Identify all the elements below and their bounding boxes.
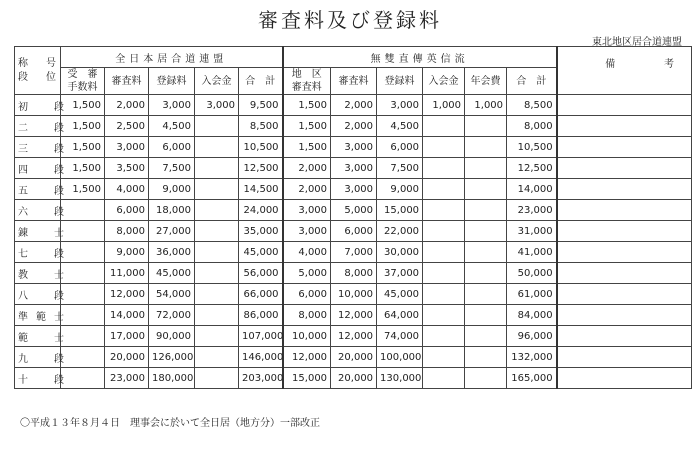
g1-fee-cell: 1,500 (61, 95, 105, 116)
g1-fee-cell: 27,000 (149, 221, 195, 242)
g2-fee-cell (423, 368, 465, 389)
g1-fee-cell: 24,000 (239, 200, 283, 221)
g2-fee-cell: 96,000 (507, 326, 557, 347)
g1-fee-cell: 4,000 (105, 179, 149, 200)
g1-fee-cell: 45,000 (149, 263, 195, 284)
g2-fee-cell: 6,000 (283, 284, 331, 305)
g2-fee-cell (465, 116, 507, 137)
g2-fee-cell (423, 179, 465, 200)
g2-fee-cell: 8,500 (507, 95, 557, 116)
g2-col-header: 登録料 (377, 68, 423, 95)
remarks-cell (557, 242, 692, 263)
g1-fee-cell (195, 221, 239, 242)
rank-cell: 範 士 (15, 326, 61, 347)
g2-fee-cell: 1,000 (465, 95, 507, 116)
g2-fee-cell: 3,000 (331, 179, 377, 200)
g1-fee-cell: 107,000 (239, 326, 283, 347)
rank-cell: 準範士 (15, 305, 61, 326)
remarks-a: 備 (605, 59, 620, 70)
g1-fee-cell: 54,000 (149, 284, 195, 305)
table-row (15, 263, 692, 284)
g1-fee-cell: 12,000 (105, 284, 149, 305)
g1-fee-cell: 1,500 (61, 137, 105, 158)
remarks-cell (557, 179, 692, 200)
g1-fee-cell: 9,000 (105, 242, 149, 263)
g2-fee-cell: 6,000 (331, 221, 377, 242)
g2-col-header: 合 計 (507, 68, 557, 95)
g2-fee-cell: 12,500 (507, 158, 557, 179)
rank-cell: 三 段 (15, 137, 61, 158)
remarks-cell (557, 137, 692, 158)
g2-fee-cell: 31,000 (507, 221, 557, 242)
g1-fee-cell (195, 158, 239, 179)
document-title: 審査料及び登録料 (258, 8, 442, 32)
g2-fee-cell: 1,500 (283, 137, 331, 158)
remarks-cell (557, 368, 692, 389)
table-row (15, 200, 692, 221)
g1-fee-cell (195, 347, 239, 368)
g1-fee-cell (195, 179, 239, 200)
table-row (15, 116, 692, 137)
group2-header: 無雙直傳英信流 (283, 47, 557, 68)
g2-fee-cell: 74,000 (377, 326, 423, 347)
g2-fee-cell: 3,000 (331, 158, 377, 179)
table-row (15, 137, 692, 158)
g2-fee-cell (423, 221, 465, 242)
g2-fee-cell: 3,000 (331, 137, 377, 158)
remarks-cell (557, 158, 692, 179)
g2-fee-cell (423, 242, 465, 263)
g2-col-header: 年会費 (465, 68, 507, 95)
g2-col-header: 審査料 (331, 68, 377, 95)
g2-fee-cell: 20,000 (331, 347, 377, 368)
g1-fee-cell: 12,500 (239, 158, 283, 179)
g1-col-header: 合 計 (239, 68, 283, 95)
g2-fee-cell: 6,000 (377, 137, 423, 158)
g1-fee-cell (195, 200, 239, 221)
g1-fee-cell: 36,000 (149, 242, 195, 263)
g1-fee-cell: 17,000 (105, 326, 149, 347)
remarks-cell (557, 116, 692, 137)
g2-fee-cell: 7,500 (377, 158, 423, 179)
table-row (15, 347, 692, 368)
g1-fee-cell: 6,000 (105, 200, 149, 221)
g2-fee-cell: 7,000 (331, 242, 377, 263)
g2-fee-cell: 61,000 (507, 284, 557, 305)
g2-fee-cell: 4,000 (283, 242, 331, 263)
g1-fee-cell: 14,500 (239, 179, 283, 200)
g1-fee-cell: 8,000 (105, 221, 149, 242)
g1-fee-cell: 20,000 (105, 347, 149, 368)
g2-fee-cell: 30,000 (377, 242, 423, 263)
g2-fee-cell: 41,000 (507, 242, 557, 263)
g1-fee-cell: 2,500 (105, 116, 149, 137)
g2-fee-cell (423, 347, 465, 368)
g2-fee-cell: 15,000 (283, 368, 331, 389)
g2-fee-cell: 23,000 (507, 200, 557, 221)
g2-fee-cell: 3,000 (283, 221, 331, 242)
g1-col-header: 入会金 (195, 68, 239, 95)
g2-fee-cell: 10,000 (283, 326, 331, 347)
g2-fee-cell: 5,000 (283, 263, 331, 284)
g2-fee-cell (465, 347, 507, 368)
rank-cell: 錬 士 (15, 221, 61, 242)
g2-fee-cell (423, 305, 465, 326)
g1-fee-cell: 35,000 (239, 221, 283, 242)
g2-fee-cell (423, 158, 465, 179)
g2-fee-cell (465, 242, 507, 263)
remarks-cell (557, 326, 692, 347)
g2-fee-cell (423, 263, 465, 284)
rank-cell: 六 段 (15, 200, 61, 221)
remarks-cell (557, 305, 692, 326)
rank-cell: 八 段 (15, 284, 61, 305)
g2-fee-cell: 10,000 (331, 284, 377, 305)
g1-fee-cell: 90,000 (149, 326, 195, 347)
g1-fee-cell: 86,000 (239, 305, 283, 326)
g2-fee-cell (465, 200, 507, 221)
g1-fee-cell: 56,000 (239, 263, 283, 284)
rank-cell: 初 段 (15, 95, 61, 116)
g2-fee-cell (465, 179, 507, 200)
remarks-cell (557, 347, 692, 368)
rank-cell: 教 士 (15, 263, 61, 284)
g2-fee-cell: 1,500 (283, 95, 331, 116)
g1-fee-cell: 14,000 (105, 305, 149, 326)
g1-fee-cell: 3,000 (195, 95, 239, 116)
g2-fee-cell (465, 263, 507, 284)
g2-fee-cell: 45,000 (377, 284, 423, 305)
g2-col-header: 地 区 審査料 (283, 68, 331, 95)
g2-fee-cell: 20,000 (331, 368, 377, 389)
g1-col-header: 審査料 (105, 68, 149, 95)
g1-fee-cell (195, 326, 239, 347)
g2-fee-cell (423, 326, 465, 347)
g1-fee-cell: 1,500 (61, 116, 105, 137)
table-row (15, 284, 692, 305)
g2-fee-cell: 9,000 (377, 179, 423, 200)
g2-fee-cell: 132,000 (507, 347, 557, 368)
remarks-cell (557, 95, 692, 116)
g2-fee-cell: 1,500 (283, 116, 331, 137)
g2-fee-cell: 2,000 (331, 116, 377, 137)
g2-fee-cell: 100,000 (377, 347, 423, 368)
g1-fee-cell (195, 116, 239, 137)
g2-fee-cell: 2,000 (283, 179, 331, 200)
table-row (15, 221, 692, 242)
g2-col-header: 入会金 (423, 68, 465, 95)
g2-fee-cell (423, 284, 465, 305)
rank-header-bottom: 段 位 (18, 71, 60, 83)
g1-fee-cell: 23,000 (105, 368, 149, 389)
rank-cell: 五 段 (15, 179, 61, 200)
table-row (15, 179, 692, 200)
g2-fee-cell: 165,000 (507, 368, 557, 389)
g2-fee-cell (465, 137, 507, 158)
g2-fee-cell: 12,000 (283, 347, 331, 368)
table-row (15, 242, 692, 263)
g1-fee-cell (195, 263, 239, 284)
g2-fee-cell (465, 326, 507, 347)
remarks-cell (557, 284, 692, 305)
g1-fee-cell: 9,000 (149, 179, 195, 200)
g1-fee-cell: 9,500 (239, 95, 283, 116)
g2-fee-cell: 2,000 (283, 158, 331, 179)
g1-fee-cell: 45,000 (239, 242, 283, 263)
g1-fee-cell (195, 137, 239, 158)
g2-fee-cell: 50,000 (507, 263, 557, 284)
g2-fee-cell: 3,000 (377, 95, 423, 116)
g2-fee-cell: 2,000 (331, 95, 377, 116)
remarks-cell (557, 200, 692, 221)
g1-fee-cell: 3,000 (105, 137, 149, 158)
g2-fee-cell: 8,000 (331, 263, 377, 284)
remarks-cell (557, 221, 692, 242)
g2-fee-cell (465, 221, 507, 242)
g1-fee-cell (195, 242, 239, 263)
organization-name: 東北地区居合道連盟 (592, 37, 682, 48)
g1-fee-cell: 3,000 (149, 95, 195, 116)
fee-table (14, 46, 692, 389)
rank-cell: 七 段 (15, 242, 61, 263)
rank-cell: 九 段 (15, 347, 61, 368)
table-row (15, 95, 692, 116)
g1-fee-cell (195, 305, 239, 326)
rank-cell: 二 段 (15, 116, 61, 137)
g2-fee-cell: 10,500 (507, 137, 557, 158)
table-row (15, 305, 692, 326)
g2-fee-cell: 12,000 (331, 305, 377, 326)
g2-fee-cell (465, 368, 507, 389)
g2-fee-cell: 5,000 (331, 200, 377, 221)
remarks-b: 考 (664, 59, 678, 70)
g2-fee-cell (465, 305, 507, 326)
g2-fee-cell: 130,000 (377, 368, 423, 389)
g2-fee-cell: 3,000 (283, 200, 331, 221)
g1-fee-cell: 2,000 (105, 95, 149, 116)
g2-fee-cell: 8,000 (283, 305, 331, 326)
g1-fee-cell: 7,500 (149, 158, 195, 179)
g1-fee-cell: 1,500 (61, 158, 105, 179)
g2-fee-cell: 4,500 (377, 116, 423, 137)
rank-cell: 十 段 (15, 368, 61, 389)
g1-fee-cell (195, 284, 239, 305)
g2-fee-cell (423, 116, 465, 137)
g2-fee-cell: 22,000 (377, 221, 423, 242)
rank-header-top: 称 号 (18, 57, 60, 69)
g1-fee-cell: 4,500 (149, 116, 195, 137)
table-row (15, 326, 692, 347)
g1-fee-cell: 66,000 (239, 284, 283, 305)
footnote: 〇平成１３年８月４日 理事会に於いて全日居（地方分）一部改正 (20, 418, 320, 429)
g2-fee-cell: 12,000 (331, 326, 377, 347)
g2-fee-cell: 14,000 (507, 179, 557, 200)
g2-fee-cell (423, 200, 465, 221)
g2-fee-cell: 8,000 (507, 116, 557, 137)
g2-fee-cell (423, 137, 465, 158)
g1-fee-cell: 18,000 (149, 200, 195, 221)
g1-fee-cell: 11,000 (105, 263, 149, 284)
g2-fee-cell: 37,000 (377, 263, 423, 284)
g2-fee-cell (465, 284, 507, 305)
g1-fee-cell: 72,000 (149, 305, 195, 326)
table-row (15, 158, 692, 179)
group1-header: 全日本居合道連盟 (61, 47, 283, 68)
g1-fee-cell: 8,500 (239, 116, 283, 137)
g1-fee-cell: 146,000 (239, 347, 283, 368)
g2-fee-cell (465, 158, 507, 179)
rank-column-header (15, 47, 61, 95)
g2-fee-cell: 64,000 (377, 305, 423, 326)
g2-fee-cell: 84,000 (507, 305, 557, 326)
remarks-header (557, 47, 692, 95)
table-row (15, 368, 692, 389)
g2-fee-cell: 15,000 (377, 200, 423, 221)
g1-fee-cell: 10,500 (239, 137, 283, 158)
g1-fee-cell: 3,500 (105, 158, 149, 179)
g1-fee-cell: 203,000 (239, 368, 283, 389)
g1-fee-cell (195, 368, 239, 389)
remarks-cell (557, 263, 692, 284)
g2-fee-cell: 1,000 (423, 95, 465, 116)
g1-fee-cell: 180,000 (149, 368, 195, 389)
g1-fee-cell: 6,000 (149, 137, 195, 158)
g1-col-header: 受 審 手数料 (61, 68, 105, 95)
g1-fee-cell: 126,000 (149, 347, 195, 368)
rank-cell: 四 段 (15, 158, 61, 179)
g1-col-header: 登録料 (149, 68, 195, 95)
g1-fee-cell: 1,500 (61, 179, 105, 200)
